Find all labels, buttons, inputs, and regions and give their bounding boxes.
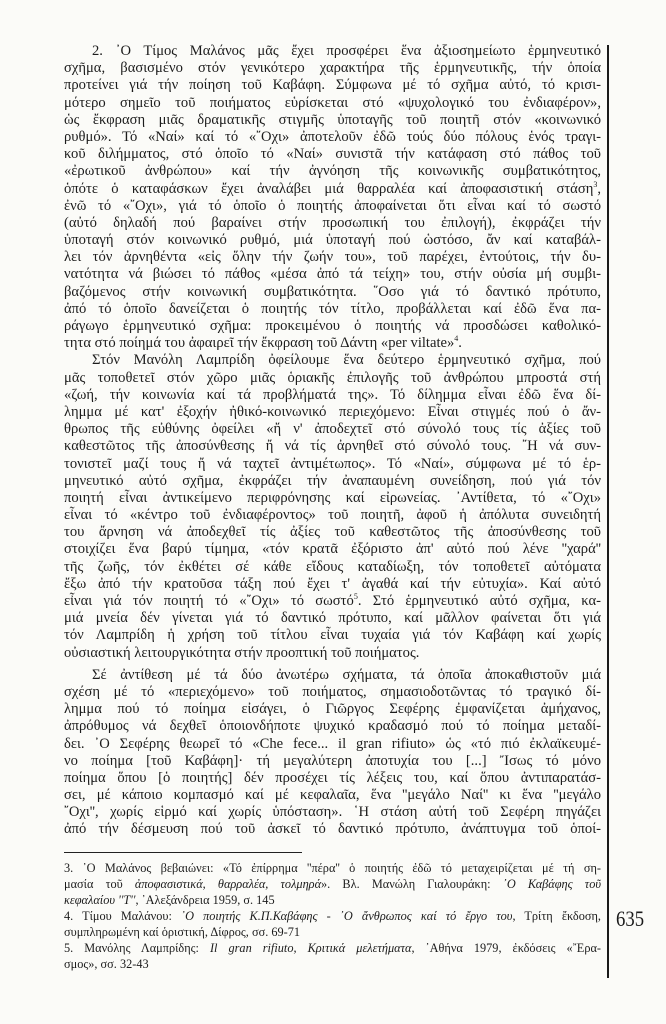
text-line	[64, 473, 601, 490]
text-line	[64, 232, 601, 249]
text-run: «ἐρωτικοῦ ἀνθρώπου» καί τήν ἀγνόηση τῆς κοινωνικῆς συμβατικότητος,	[64, 163, 601, 180]
text-run: τονιστεῖ μαζί τους ἤ νά ταχτεῖ ἀντιμέτωπος». Τό «Ναί», σύμφωνα μέ τό ἑρ-	[64, 455, 601, 472]
text-line	[64, 701, 601, 718]
text-line	[64, 387, 601, 404]
text-line	[64, 318, 601, 335]
text-run: μηνευτικό αὐτό σχῆμα, ἐκφράζει τήν ἀναπαυμένη συνείδηση, πού γιά τόν	[64, 472, 601, 489]
text-line	[64, 198, 601, 215]
text-line	[64, 60, 601, 77]
text-line	[64, 438, 601, 455]
text-run: σχέση μέ τό «περιεχόμενο» τοῦ ποιήματος, σημασιοδοτῶντας τό τραγικό δί-	[64, 683, 601, 700]
italic-title: ᾿Ο Καβάφης τοῦ	[502, 877, 601, 891]
footnote-line	[64, 940, 601, 956]
text-run: . Στό ἑρμηνευτικό αὐτό σχῆμα, κα-	[357, 593, 601, 609]
text-run: , Τρίτη ἔκδοση,	[512, 909, 602, 923]
body-text	[64, 43, 601, 839]
text-line	[64, 352, 601, 369]
text-run: λει τόν ἀρνηθέντα «εἰς ὅλην τήν ζωήν του», τοῦ παρέχει, ἐντούτοις, τήν δυ-	[64, 249, 601, 266]
text-run: καθεστῶτος τῆς ἀποσύνθεσης ἤ νά τίς ἀρνηθεῖ στό σύνολό τους. ῎Η νά συν-	[64, 438, 601, 455]
text-run: ἐνῶ τό «῎Οχι», γιά τό ὁποῖο ὁ ποιητής ἀποφαίνεται ὅτι εἶναι καί τό σωστό	[64, 197, 601, 214]
text-line	[64, 804, 601, 821]
text-run: τητα στό ποίημά του ἀφαιρεῖ τήν ἔκφραση τοῦ Δάντη «per viltate»	[64, 335, 455, 352]
text-line	[64, 181, 601, 198]
text-run: του ἄρνηση νά ἀποδεχθεῖ τίς ἀξίες τοῦ καθεστῶτος τῆς ἀποσύνθεσης τοῦ	[64, 524, 601, 541]
text-run: Σέ ἀντίθεση μέ τά δύο ἀνωτέρω σχήματα, τά ὁποῖα ἀποκαθιστοῦν μιά	[92, 666, 601, 683]
text-line	[64, 684, 601, 701]
text-line	[64, 821, 601, 838]
text-run: λημμα πού τό ποίημα εἰσάγει, ὁ Γιῶργος Σεφέρης ἐμφανίζεται ἀμήχανος,	[64, 701, 601, 718]
text-run: ἔξω ἀπό τήν κρατοῦσα τάξη πού ἔχει τ' ἀγαθά καί τήν εὐτυχία». Καί αὐτό	[64, 575, 601, 592]
text-run: ράγωγο ἑρμηνευτικό σχῆμα: προκειμένου ὁ ποιητής νά προσδώσει καθολικό-	[64, 318, 601, 334]
text-run: .	[458, 335, 462, 352]
italic-title: ἀποφασιστικά, θαρραλέα, τολμηρά	[134, 877, 322, 891]
text-run: λημμα μέ κατ' ἐξοχήν ἠθικό-κοινωνικό περιεχόμενο: Εἶναι στιγμές πού ὁ ἄν-	[64, 403, 601, 420]
text-line	[64, 129, 601, 146]
text-run: «ζωή, τήν κοινωνία καί τά προβλήματά της». Τό δίλημμα εἶναι ἐδῶ ἕνα δί-	[64, 386, 601, 403]
text-run: 2. ᾿Ο Τίμος Μαλάνος μᾶς ἔχει προσφέρει ἕνα ἀξιοσημείωτο ἑρμηνευτικό	[92, 43, 601, 59]
text-line	[64, 249, 601, 266]
text-run: ὑποταγή στόν κοινωνικό ρυθμό, μιά ὑποταγή πού ὡστόσο, ἄν καί καταβάλ-	[64, 232, 601, 249]
text-run: νατότητα νά βιώσει τό πάθος «μέσα ἀπό τά τείχη» του, στήν οὐσία μή συμβι-	[64, 266, 601, 283]
text-run: συμπληρωμένη καί ὁριστική, Δίφρος, σσ. 69-71	[64, 925, 301, 939]
text-line	[64, 524, 601, 541]
text-line	[64, 421, 601, 438]
text-line	[64, 163, 601, 180]
text-run: ,	[597, 180, 601, 197]
text-line	[64, 770, 601, 787]
footnote-line	[64, 908, 601, 924]
text-run: ῎Οχι'', χωρίς εἱρμό καί χωρίς ὑπόσταση». ῾Η στάση αὐτή τοῦ Σεφέρη πηγάζει	[64, 804, 601, 821]
footnote-separator	[64, 852, 302, 853]
text-run: στοιχίζει ἕνα βαρύ τίμημα, «τόν κρατᾶ ἐξόριστο ἀπ' αὐτό πού λένε ''χαρά''	[64, 541, 601, 558]
text-line	[64, 610, 601, 627]
text-run: τῆς ζωῆς, τόν ἐκθέτει σέ κάθε εἴδους καταδίωξη, τόν τοποθετεῖ αὐτόματα	[64, 558, 601, 575]
text-run: ἀπό τήν δέσμευση πού τοῦ ἀσκεῖ τό δαντικό πρότυπο, ἀνάπτυγμα τοῦ ὁποί-	[64, 821, 601, 838]
text-run: 3. ᾿Ο Μαλάνος βεβαιώνει: «Τό ἐπίρρημα ''πέρα'' ὁ ποιητής ἐδῶ τό μεταχειρίζεται μέ τή ση-	[64, 861, 601, 875]
text-run: μιά μνεία δέν γίνεται γιά τό δαντικό πρότυπο, καί μᾶλλον φαίνεται ὅτι γιά	[64, 610, 601, 627]
italic-title: Il gran rifiuto, Κριτικά μελετήματα	[209, 941, 412, 955]
text-run: ». Βλ. Μανώλη Γιαλουράκη:	[321, 877, 503, 891]
text-run: ρυθμό». Τό «Ναί» καί τό «῎Οχι» ἀποτελοῦν ἐδῶ τούς δύο πόλους ἑνός τραγι-	[64, 128, 601, 145]
text-run: μότερο σημεῖο τοῦ ποιήματος εὑρίσκεται στό «ψυχολογικό του ἐνδιαφέρον»,	[64, 94, 601, 111]
footnotes	[64, 860, 601, 972]
text-line	[64, 266, 601, 283]
italic-title: κεφαλαίου ''Τ''	[64, 893, 136, 907]
text-run: κοῦ διλήμματος, στό ὁποῖο τό «Ναί» συνιστᾶ τήν κατάφαση στό πάθος τοῦ	[64, 146, 601, 163]
footnote-line	[64, 924, 601, 940]
text-run: σχῆμα, βασισμένο στόν γενικότερο χαρακτήρα τῆς ἑρμηνευτικῆς, τήν ὁποία	[64, 60, 601, 77]
text-line	[64, 645, 601, 662]
text-line	[64, 370, 601, 387]
text-run: 4. Τίμου Μαλάνου:	[64, 909, 181, 923]
text-run: θρωπος τῆς εὐθύνης ὀφείλει «ἤ ν' ἀποδεχτεῖ στό σύνολό τους τίς ἀξίες τοῦ	[64, 421, 601, 438]
text-run: προτείνει γιά τήν ποίηση τοῦ Καβάφη. Σύμφωνα μέ τό σχῆμα αὐτό, τό κρισι-	[64, 77, 601, 94]
text-run: , ᾿Αλεξάνδρεια 1959, σ. 145	[135, 893, 275, 907]
text-line	[64, 146, 601, 163]
text-run: μᾶς τοποθετεῖ στόν χῶρο μιᾶς ὁριακῆς ἐπιλογῆς τοῦ ἀνθρώπου μπροστά στή	[64, 369, 601, 386]
text-line	[64, 559, 601, 576]
footnote-reference: 4	[454, 334, 459, 344]
text-run: εἶναι τό «κέντρο τοῦ ἐνδιαφέροντος» τοῦ ποιητῆ, ἀφοῦ ἡ ἀπόλυτα συνειδητή	[64, 507, 601, 524]
text-run: ποίημα ὅπου [ὁ ποιητής] δέν προσέχει τίς λέξεις του, καί ὅπου ἀντιπαρατάσ-	[64, 769, 601, 786]
text-run: νο ποίημα [τοῦ Καβάφη]· τή μεγαλύτερη ἀποτυχία του [...] Ἴσως τό μόνο	[64, 752, 601, 769]
text-run: 5. Μανόλης Λαμπρίδης:	[64, 941, 210, 955]
text-line	[64, 736, 601, 753]
text-line	[64, 490, 601, 507]
text-line	[64, 215, 601, 232]
text-line	[64, 77, 601, 94]
text-line	[64, 753, 601, 770]
text-run: ποιητή εἶναι ἀντικείμενο περιφρόνησης καί εἰρωνείας. ᾿Αντίθετα, τό «῎Οχι»	[64, 489, 601, 506]
footnote-line	[64, 956, 601, 972]
text-run: (αὐτό δηλαδή πού βαραίνει στήν προσωπική του ἐπιλογή), ἐκφράζει τήν	[64, 214, 601, 231]
text-run: ἀπρόθυμος νά δεχθεῖ ὁποιονδήποτε ψυχικό κραδασμό πού τό ποίημα μεταδί-	[64, 718, 601, 735]
footnote-line	[64, 876, 601, 892]
text-line	[64, 112, 601, 129]
text-run: δει. ᾿Ο Σεφέρης θεωρεῖ τό «Che fece... il gran rifiuto» ὡς «τό πιό ἐκλαϊκευμέ-	[64, 735, 601, 752]
text-run: μασία τοῦ	[64, 877, 135, 891]
text-line	[64, 95, 601, 112]
text-run: , ᾿Αθήνα 1979, ἐκδόσεις «῎Ερα-	[411, 941, 601, 955]
footnote-reference: 3	[593, 179, 598, 189]
text-line	[64, 593, 601, 610]
footnote-line	[64, 860, 601, 876]
text-line	[64, 404, 601, 421]
text-line	[64, 627, 601, 644]
footnote-reference: 5	[353, 592, 358, 601]
text-run: σμος», σσ. 32-43	[64, 957, 149, 971]
text-line	[64, 787, 601, 804]
italic-title: ᾿Ο ποιητής Κ.Π.Καβάφης - ᾿Ο ἄνθρωπος καί τό ἔργο του	[180, 909, 513, 923]
text-line	[64, 541, 601, 558]
text-run: βαζόμενος στήν κοινωνική συμβατικότητα. ῞Οσο γιά τό δαντικό πρότυπο,	[64, 283, 601, 300]
text-line	[64, 667, 601, 684]
footnote-line	[64, 892, 601, 908]
text-run: Στόν Μανόλη Λαμπρίδη ὀφείλουμε ἕνα δεύτερο ἑρμηνευτικό σχῆμα, πού	[92, 352, 601, 369]
text-run: ὁπότε ὁ καταφάσκων ἔχει ἀναλάβει μιά θαρραλέα καί ἀποφασιστική στάση	[64, 180, 594, 197]
text-line	[64, 718, 601, 735]
text-line	[64, 507, 601, 524]
text-run: σει, μέ κάποιο κομπασμό καί μέ κεφαλαῖα, ἕνα ''μεγάλο Ναί'' κι ἕνα ''μεγάλο	[64, 787, 601, 804]
text-run: ἀπό τό ὁποῖο δανείζεται ὁ ποιητής τόν τίτλο, προβάλλεται καί ἐδῶ ἕνα πα-	[64, 300, 601, 317]
page-number: 635	[616, 906, 645, 931]
margin-rule	[607, 45, 609, 978]
text-line	[64, 43, 601, 60]
text-line	[64, 301, 601, 318]
text-line	[64, 284, 601, 301]
text-line	[64, 576, 601, 593]
text-line	[64, 335, 601, 352]
text-run: εἶναι γιά τόν ποιητή τό «῎Οχι» τό σωστό	[64, 593, 354, 609]
text-run: ὡς ἔκφραση μιᾶς δραματικῆς στιγμῆς ὑποταγῆς τοῦ ποιητῆ στόν «κοινωνικό	[64, 111, 601, 128]
text-line	[64, 456, 601, 473]
text-run: οὐσιαστική λειτουργικότητα στήν προοπτική τοῦ ποιήματος.	[64, 644, 420, 661]
text-run: τόν Λαμπρίδη ἡ χρήση τοῦ τίτλου εἶναι τυχαία γιά τόν Καβάφη καί χωρίς	[64, 627, 601, 644]
